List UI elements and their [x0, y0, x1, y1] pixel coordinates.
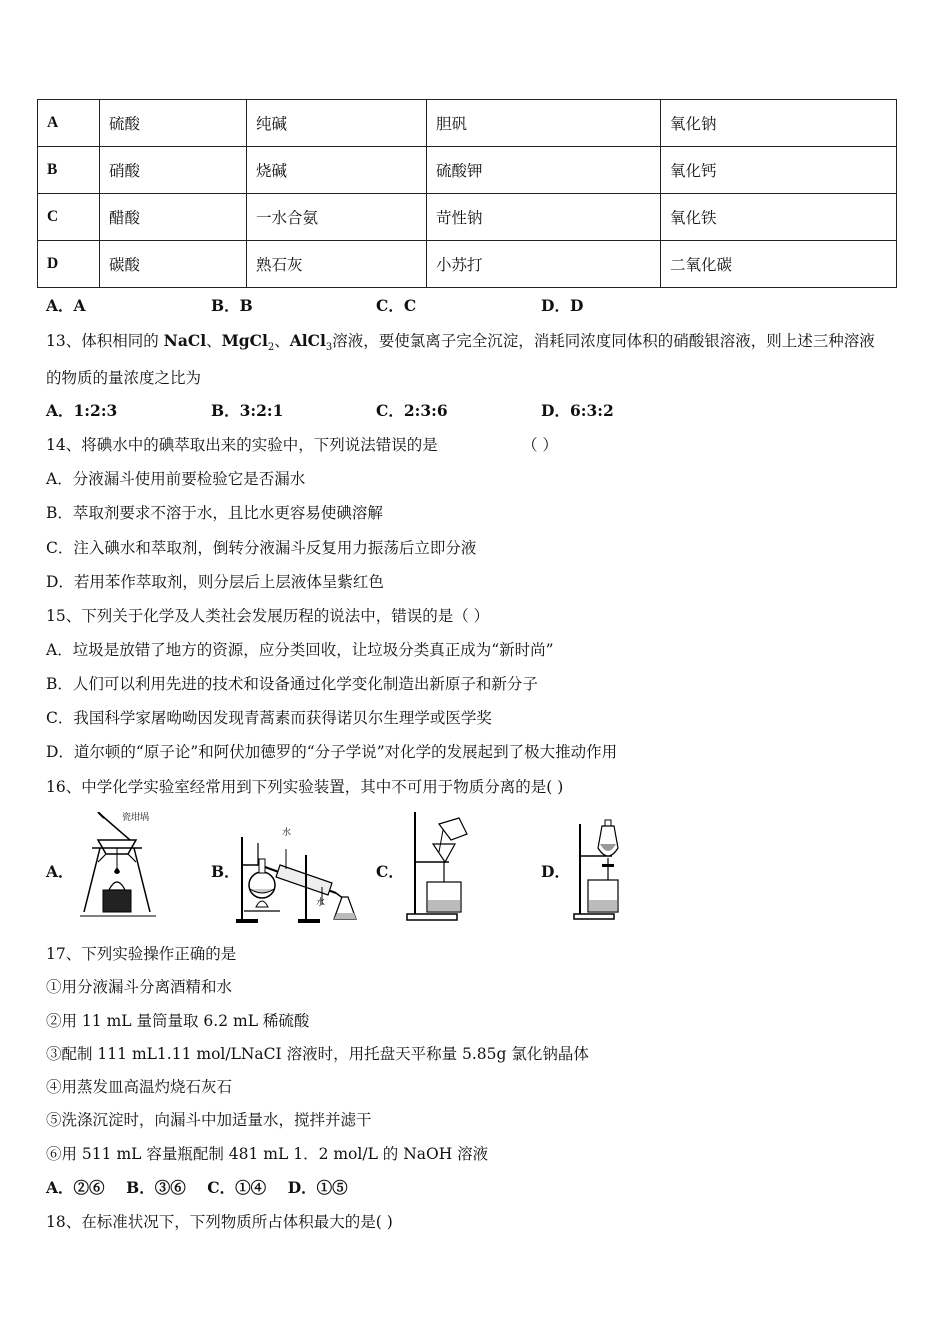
table-row	[38, 100, 897, 147]
q12-option-c: C．C	[376, 296, 417, 315]
figure-d-separatory-funnel	[572, 818, 622, 922]
q16-label-a: A．	[46, 862, 74, 881]
q16-label-b: B．	[211, 862, 240, 881]
table-cell: 醋酸	[100, 194, 247, 241]
figure-a-crucible-heating	[78, 812, 173, 924]
q15-option-b: B．人们可以利用先进的技术和设备通过化学变化制造出新原子和新分子	[46, 675, 538, 693]
q14-stem-text: 14、将碘水中的碘萃取出来的实验中，下列说法错误的是	[46, 436, 438, 454]
q13-option-c: C．2:3:6	[376, 401, 448, 420]
q18-stem: 18、在标准状况下，下列物质所占体积最大的是( )	[46, 1213, 393, 1231]
q17-stem: 17、下列实验操作正确的是	[46, 945, 237, 963]
q15-option-a: A．垃圾是放错了地方的资源，应分类回收，让垃圾分类真正成为“新时尚”	[46, 641, 554, 659]
q12-option-a: A．A	[46, 296, 86, 315]
classification-table	[37, 99, 897, 288]
q13-stem	[46, 329, 875, 353]
q16-label-d: D．	[541, 862, 570, 881]
q15-option-d: D．道尔顿的“原子论”和阿伏加德罗的“分子学说”对化学的发展起到了极大推动作用	[46, 743, 618, 761]
q13-alcl: AlCl	[289, 331, 326, 350]
table-cell: 二氧化碳	[661, 241, 897, 288]
q14-option-b: B．萃取剂要求不溶于水，且比水更容易使碘溶解	[46, 504, 383, 522]
q17-item-6: ⑥用 511 mL 容量瓶配制 481 mL 1．2 mol/L 的 NaOH 溶液	[46, 1145, 489, 1163]
q13-number: 13、	[46, 332, 82, 350]
figure-b-water-in: 水	[282, 828, 292, 838]
q12-option-b: B．B	[211, 296, 253, 315]
q13-option-b: B．3:2:1	[211, 401, 284, 420]
q14-option-c: C．注入碘水和萃取剂，倒转分液漏斗反复用力振荡后立即分液	[46, 539, 477, 557]
figure-c-filtration	[403, 808, 475, 924]
q17-item-4: ④用蒸发皿高温灼烧石灰石	[46, 1078, 233, 1096]
q17-item-2: ②用 11 mL 量筒量取 6.2 mL 稀硫酸	[46, 1012, 310, 1030]
q16-label-c: C．	[376, 862, 404, 881]
table-row	[38, 194, 897, 241]
table-cell: 硝酸	[100, 147, 247, 194]
table-row	[38, 147, 897, 194]
figure-b-water-out: 水	[316, 898, 326, 908]
row-label: C	[38, 194, 100, 241]
table-cell: 硫酸钾	[427, 147, 661, 194]
table-cell: 小苏打	[427, 241, 661, 288]
q13-text-b: 溶液，要使氯离子完全沉淀，消耗同浓度同体积的硝酸银溶液，则上述三种溶液	[332, 332, 875, 350]
q14-option-a: A．分液漏斗使用前要检验它是否漏水	[46, 470, 306, 488]
q16-stem: 16、中学化学实验室经常用到下列实验装置，其中不可用于物质分离的是( )	[46, 778, 564, 796]
table-cell: 氧化铁	[661, 194, 897, 241]
q14-paren: （ ）	[522, 436, 558, 454]
q15-option-c: C．我国科学家屠呦呦因发现青蒿素而获得诺贝尔生理学或医学奖	[46, 709, 492, 727]
table-cell: 碳酸	[100, 241, 247, 288]
q17-item-3: ③配制 111 mL1.11 mol/LNaCI 溶液时，用托盘天平称量 5.85g 氯化钠晶体	[46, 1045, 589, 1063]
row-label: A	[38, 100, 100, 147]
q17-options: A．②⑥ B．③⑥ C．①④ D．①⑤	[46, 1178, 348, 1197]
figure-a-label: 瓷坩埚	[122, 813, 150, 823]
table-cell: 纯碱	[247, 100, 427, 147]
q13-sep: 、	[274, 332, 290, 350]
q13-mgcl-sub: 2	[267, 342, 275, 354]
table-cell: 硫酸	[100, 100, 247, 147]
table-row	[38, 241, 897, 288]
q15-stem: 15、下列关于化学及人类社会发展历程的说法中，错误的是（ ）	[46, 607, 490, 625]
q14-stem	[46, 433, 558, 455]
q13-alcl-sub: 3	[325, 342, 333, 354]
q17-item-5: ⑤洗涤沉淀时，向漏斗中加适量水，搅拌并滤干	[46, 1111, 372, 1129]
table-cell: 氧化钠	[661, 100, 897, 147]
q13-option-d: D．6:3:2	[541, 401, 614, 420]
table-cell: 一水合氨	[247, 194, 427, 241]
table-cell: 烧碱	[247, 147, 427, 194]
q17-item-1: ①用分液漏斗分离酒精和水	[46, 978, 233, 996]
q14-option-d: D．若用苯作萃取剂，则分层后上层液体呈紫红色	[46, 573, 384, 591]
q13-text-a: 体积相同的	[81, 332, 164, 350]
table-cell: 胆矾	[427, 100, 661, 147]
q12-option-d: D．D	[541, 296, 584, 315]
q13-nacl: NaCl	[163, 331, 207, 350]
q13-option-a: A．1:2:3	[46, 401, 118, 420]
row-label: D	[38, 241, 100, 288]
q13-stem-cont: 的物质的量浓度之比为	[46, 369, 202, 387]
table-cell: 苛性钠	[427, 194, 661, 241]
table-cell: 熟石灰	[247, 241, 427, 288]
row-label: B	[38, 147, 100, 194]
q13-sep: 、	[206, 332, 222, 350]
q13-mgcl: MgCl	[221, 331, 268, 350]
table-cell: 氧化钙	[661, 147, 897, 194]
figure-b-distillation	[236, 828, 361, 925]
